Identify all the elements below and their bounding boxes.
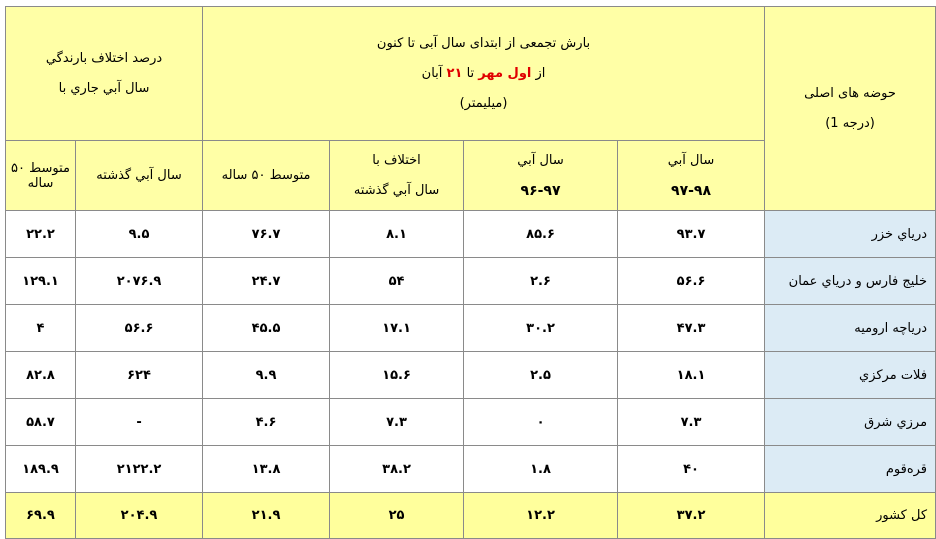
basin-name: خليج فارس و درياي عمان — [765, 258, 936, 305]
value-pct-avg50: ۵۸.۷ — [6, 399, 76, 446]
col-previous-year-line2: ۹۶-۹۷ — [520, 182, 561, 199]
col-previous-year — [464, 141, 618, 211]
value-diff: ۱۷.۱ — [330, 305, 464, 352]
period-day: ۲۱ — [446, 65, 463, 81]
basin-name: مرزي شرق — [765, 399, 936, 446]
diff-title-line1: درصد اختلاف بارندگي — [45, 50, 163, 66]
basin-name: درياي خزر — [765, 211, 936, 258]
total-previous: ۱۲.۲ — [464, 493, 618, 539]
value-pct-avg50: ۱۸۹.۹ — [6, 446, 76, 493]
period-mid: تا — [466, 65, 475, 81]
period-month: آبان — [421, 65, 443, 81]
value-current: ۷.۳ — [618, 399, 765, 446]
col-avg-50: متوسط ۵۰ ساله — [203, 141, 330, 211]
unit-label: (میلیمتر) — [459, 95, 508, 111]
value-avg50: ۷۶.۷ — [203, 211, 330, 258]
table-row — [6, 258, 936, 305]
header-basins — [765, 7, 936, 211]
basin-name: فلات مرکزي — [765, 352, 936, 399]
value-current: ۴۰ — [618, 446, 765, 493]
value-pct-avg50: ۲۲.۲ — [6, 211, 76, 258]
value-previous: ۳۰.۲ — [464, 305, 618, 352]
value-previous: ۲.۶ — [464, 258, 618, 305]
table-row — [6, 399, 936, 446]
value-diff: ۳۸.۲ — [330, 446, 464, 493]
value-previous: ۸۵.۶ — [464, 211, 618, 258]
value-previous: ۱.۸ — [464, 446, 618, 493]
total-avg50: ۲۱.۹ — [203, 493, 330, 539]
col-diff-previous — [330, 141, 464, 211]
header-precipitation — [203, 7, 765, 141]
value-avg50: ۴.۶ — [203, 399, 330, 446]
value-current: ۹۳.۷ — [618, 211, 765, 258]
value-pct-avg50: ۱۲۹.۱ — [6, 258, 76, 305]
value-pct-previous: - — [76, 399, 203, 446]
table-row — [6, 211, 936, 258]
total-pct-avg50: ۶۹.۹ — [6, 493, 76, 539]
basin-name: درياچه اروميه — [765, 305, 936, 352]
precip-title: بارش تجمعی از ابتدای سال آبی تا کنون — [376, 35, 591, 51]
total-pct-previous: ۲۰۴.۹ — [76, 493, 203, 539]
table-row — [6, 352, 936, 399]
period-line — [203, 59, 764, 89]
value-pct-previous: ۲۰۷۶.۹ — [76, 258, 203, 305]
value-diff: ۷.۳ — [330, 399, 464, 446]
value-avg50: ۱۳.۸ — [203, 446, 330, 493]
total-name: کل کشور — [765, 493, 936, 539]
header-diff-percent — [6, 7, 203, 141]
value-diff: ۵۴ — [330, 258, 464, 305]
value-pct-previous: ۹.۵ — [76, 211, 203, 258]
value-avg50: ۲۴.۷ — [203, 258, 330, 305]
col-previous-year-line1: سال آبي — [517, 152, 564, 168]
col-current-year-line1: سال آبي — [667, 152, 715, 168]
value-diff: ۸.۱ — [330, 211, 464, 258]
total-diff: ۲۵ — [330, 493, 464, 539]
period-prefix: از — [535, 65, 546, 81]
value-pct-avg50: ۴ — [6, 305, 76, 352]
value-previous: ۲.۵ — [464, 352, 618, 399]
basins-title: حوضه های اصلی — [804, 85, 896, 101]
col-diff-previous-line1: اختلاف با — [372, 152, 421, 168]
period-start: اول مهر — [478, 65, 532, 81]
value-pct-previous: ۵۶.۶ — [76, 305, 203, 352]
value-current: ۵۶.۶ — [618, 258, 765, 305]
value-diff: ۱۵.۶ — [330, 352, 464, 399]
value-pct-previous: ۲۱۲۲.۲ — [76, 446, 203, 493]
col-pct-previous: سال آبي گذشته — [76, 141, 203, 211]
value-avg50: ۴۵.۵ — [203, 305, 330, 352]
value-current: ۴۷.۳ — [618, 305, 765, 352]
col-diff-previous-line2: سال آبي گذشته — [353, 182, 440, 198]
precipitation-table — [5, 6, 936, 539]
table-row — [6, 305, 936, 352]
col-pct-avg-50: متوسط ۵۰ ساله — [6, 141, 76, 211]
basins-subtitle: (درجه 1) — [825, 115, 875, 131]
value-pct-avg50: ۸۲.۸ — [6, 352, 76, 399]
col-current-year — [618, 141, 765, 211]
basin-name: قره‌قوم — [765, 446, 936, 493]
value-current: ۱۸.۱ — [618, 352, 765, 399]
table-row — [6, 446, 936, 493]
total-current: ۳۷.۲ — [618, 493, 765, 539]
value-avg50: ۹.۹ — [203, 352, 330, 399]
total-row — [6, 493, 936, 539]
value-pct-previous: ۶۲۴ — [76, 352, 203, 399]
value-previous: ۰ — [464, 399, 618, 446]
diff-title-line2: سال آبي جاري با — [58, 80, 150, 96]
col-current-year-line2: ۹۷-۹۸ — [671, 182, 712, 199]
